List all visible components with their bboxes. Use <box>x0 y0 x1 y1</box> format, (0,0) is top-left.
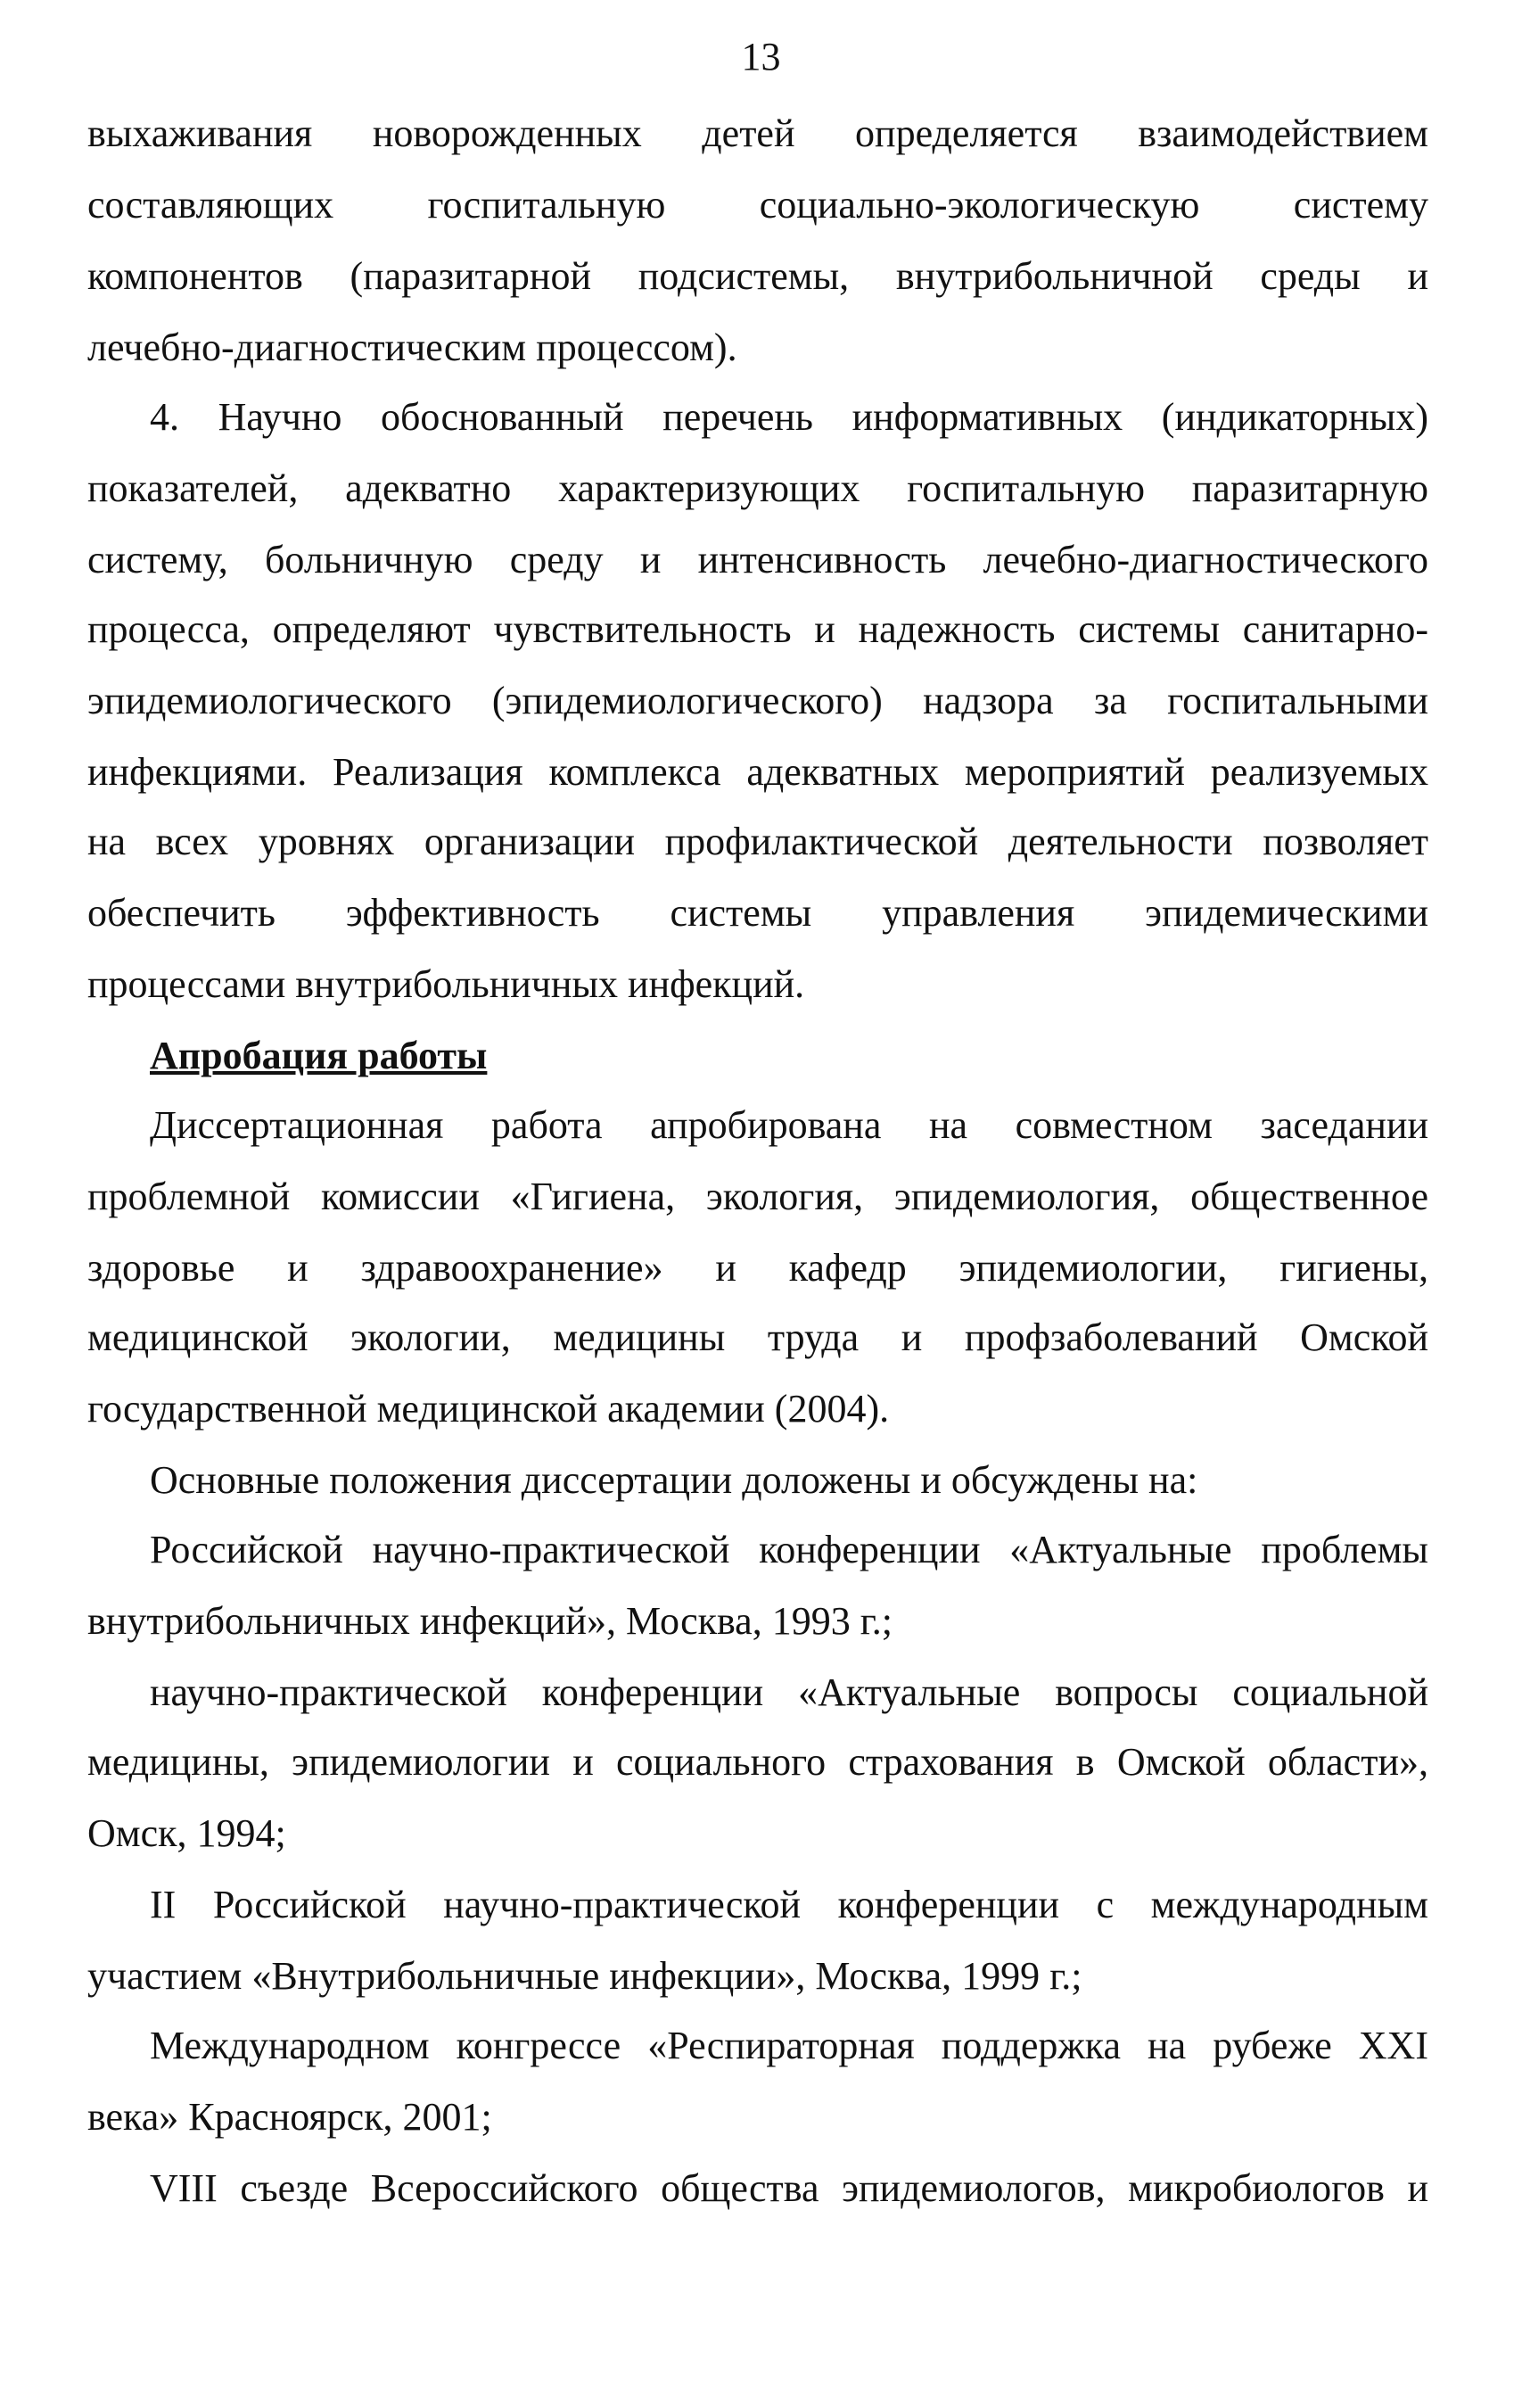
text-line: эпидемиологического (эпидемиологического) надзора за госпитальными <box>87 679 1428 722</box>
text-line: выхаживания новорожденных детей определяется взаимодействием <box>87 111 1428 155</box>
section-heading: Апробация работы <box>150 1034 488 1077</box>
text-line: Российской научно-практической конференции «Актуальные проблемы <box>150 1528 1428 1571</box>
text-line: государственной медицинской академии (2004). <box>87 1387 890 1431</box>
text-line: Омск, 1994; <box>87 1811 286 1855</box>
text-line: компонентов (паразитарной подсистемы, внутрибольничной среды и <box>87 254 1428 298</box>
text-line: здоровье и здравоохранение» и кафедр эпидемиологии, гигиены, <box>87 1246 1428 1290</box>
text-line: Основные положения диссертации доложены и обсуждены на: <box>150 1458 1198 1502</box>
text-line: систему, больничную среду и интенсивность лечебно-диагностического <box>87 538 1428 581</box>
text-line: на всех уровнях организации профилактической деятельности позволяет <box>87 820 1428 863</box>
text-line: VIII съезде Всероссийского общества эпидемиологов, микробиологов и <box>150 2166 1428 2210</box>
text-line: процесса, определяют чувствительность и надежность системы санитарно- <box>87 607 1428 651</box>
text-line: проблемной комиссии «Гигиена, экология, эпидемиология, общественное <box>87 1175 1428 1218</box>
text-line: медицины, эпидемиологии и социального страхования в Омской области», <box>87 1740 1428 1784</box>
text-line: века» Красноярск, 2001; <box>87 2095 492 2139</box>
page-number: 13 <box>741 35 781 78</box>
text-line: процессами внутрибольничных инфекций. <box>87 962 805 1006</box>
text-line: инфекциями. Реализация комплекса адекватных мероприятий реализуемых <box>87 750 1428 794</box>
text-line: показателей, адекватно характеризующих госпитальную паразитарную <box>87 466 1428 510</box>
text-line: участием «Внутрибольничные инфекции», Москва, 1999 г.; <box>87 1954 1082 1998</box>
text-line: Диссертационная работа апробирована на совместном заседании <box>150 1103 1428 1147</box>
text-line: внутрибольничных инфекций», Москва, 1993 г.; <box>87 1599 893 1643</box>
text-line: научно-практической конференции «Актуальные вопросы социальной <box>150 1670 1428 1714</box>
text-line: лечебно-диагностическим процессом). <box>87 326 737 369</box>
text-line: медицинской экологии, медицины труда и профзаболеваний Омской <box>87 1315 1428 1359</box>
text-line: составляющих госпитальную социально-экологическую систему <box>87 183 1428 227</box>
text-line: 4. Научно обоснованный перечень информативных (индикаторных) <box>150 395 1428 439</box>
text-line: Международном конгрессе «Респираторная поддержка на рубеже XXI <box>150 2024 1428 2067</box>
text-line: обеспечить эффективность системы управления эпидемическими <box>87 891 1428 935</box>
text-line: II Российской научно-практической конференции с международным <box>150 1883 1428 1926</box>
